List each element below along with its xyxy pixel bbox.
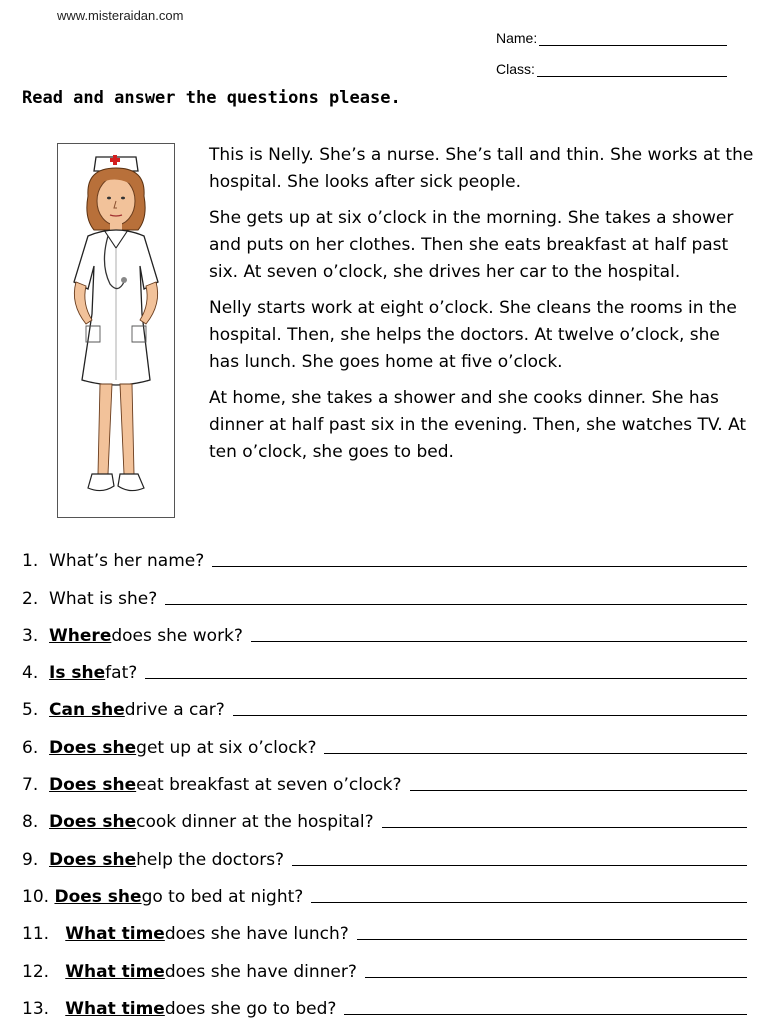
answer-line[interactable] xyxy=(311,902,747,903)
question-item xyxy=(22,571,747,608)
question-number: 2. xyxy=(22,588,39,609)
answer-line[interactable] xyxy=(212,566,747,567)
question-text: fat? xyxy=(105,663,138,684)
question-number: 6. xyxy=(22,737,39,758)
answer-line[interactable] xyxy=(165,604,747,605)
question-keyword: What time xyxy=(65,998,165,1019)
story-paragraph: Nelly starts work at eight o’clock. She cleans the rooms in the hospital. Then, she helps the doctors. At twelve o’clock, she has lunch. She goes home at five o’clock. xyxy=(209,298,737,372)
question-text: does she go to bed? xyxy=(164,998,337,1019)
question-text: cook dinner at the hospital? xyxy=(136,812,374,833)
story-paragraph: She gets up at six o’clock in the morning. She takes a shower and puts on her clothes. Then she eats breakfast at half past six. At seven o’clock, she drives her car to the hospital. xyxy=(209,208,734,282)
question-item xyxy=(22,944,747,981)
name-field[interactable] xyxy=(539,31,727,46)
question-number: 1. xyxy=(22,551,39,572)
class-row xyxy=(496,61,727,77)
question-number: 13. xyxy=(22,998,50,1019)
question-text: get up at six o’clock? xyxy=(136,737,317,758)
question-list xyxy=(22,534,747,1019)
question-number: 10. xyxy=(22,886,50,907)
answer-line[interactable] xyxy=(324,753,747,754)
question-number: 12. xyxy=(22,961,50,982)
question-keyword: Does she xyxy=(49,775,137,796)
website-url: www.misteraidan.com xyxy=(57,8,184,23)
class-label: Class: xyxy=(496,61,535,77)
question-text: drive a car? xyxy=(124,700,225,721)
question-item xyxy=(22,683,747,720)
question-text: What’s her name? xyxy=(49,551,205,572)
question-number: 4. xyxy=(22,663,39,684)
answer-line[interactable] xyxy=(145,678,747,679)
question-item xyxy=(22,832,747,869)
nurse-icon xyxy=(58,144,174,517)
question-text: go to bed at night? xyxy=(141,886,304,907)
question-keyword: Does she xyxy=(49,849,137,870)
question-item xyxy=(22,795,747,832)
instruction-heading: Read and answer the questions please. xyxy=(22,88,401,108)
name-row xyxy=(496,30,727,46)
question-keyword: Does she xyxy=(54,886,142,907)
question-item xyxy=(22,870,747,907)
answer-line[interactable] xyxy=(382,827,747,828)
story-paragraph: At home, she takes a shower and she cooks dinner. She has dinner at half past six in the evening. Then, she watches TV. At ten o’clock, she goes to bed. xyxy=(209,388,747,462)
answer-line[interactable] xyxy=(357,939,747,940)
answer-line[interactable] xyxy=(292,865,747,866)
question-text: help the doctors? xyxy=(136,849,285,870)
answer-line[interactable] xyxy=(233,715,747,716)
question-keyword: Does she xyxy=(49,737,137,758)
story-text xyxy=(209,142,754,475)
answer-line[interactable] xyxy=(410,790,747,791)
question-keyword: Does she xyxy=(49,812,137,833)
question-number: 9. xyxy=(22,849,39,870)
question-text: eat breakfast at seven o’clock? xyxy=(136,775,402,796)
nurse-illustration xyxy=(57,143,175,518)
question-item xyxy=(22,758,747,795)
question-text: does she have dinner? xyxy=(164,961,357,982)
question-text: What is she? xyxy=(49,588,158,609)
question-keyword: What time xyxy=(65,924,165,945)
question-keyword: Can she xyxy=(49,700,125,721)
question-text: does she have lunch? xyxy=(164,924,349,945)
question-keyword: Where xyxy=(49,625,112,646)
question-text: does she work? xyxy=(111,625,243,646)
question-number: 8. xyxy=(22,812,39,833)
question-item xyxy=(22,646,747,683)
name-label: Name: xyxy=(496,30,538,46)
class-field[interactable] xyxy=(537,62,727,77)
question-number: 3. xyxy=(22,625,39,646)
question-number: 7. xyxy=(22,775,39,796)
question-number: 11. xyxy=(22,924,50,945)
question-item xyxy=(22,609,747,646)
question-item xyxy=(22,982,747,1019)
question-keyword: Is she xyxy=(49,663,106,684)
question-item xyxy=(22,720,747,757)
question-keyword: What time xyxy=(65,961,165,982)
story-paragraph: This is Nelly. She’s a nurse. She’s tall and thin. She works at the hospital. She looks after sick people. xyxy=(209,145,754,192)
answer-line[interactable] xyxy=(365,977,747,978)
question-number: 5. xyxy=(22,700,39,721)
question-item xyxy=(22,534,747,571)
answer-line[interactable] xyxy=(251,641,747,642)
answer-line[interactable] xyxy=(344,1014,747,1015)
question-item xyxy=(22,907,747,944)
